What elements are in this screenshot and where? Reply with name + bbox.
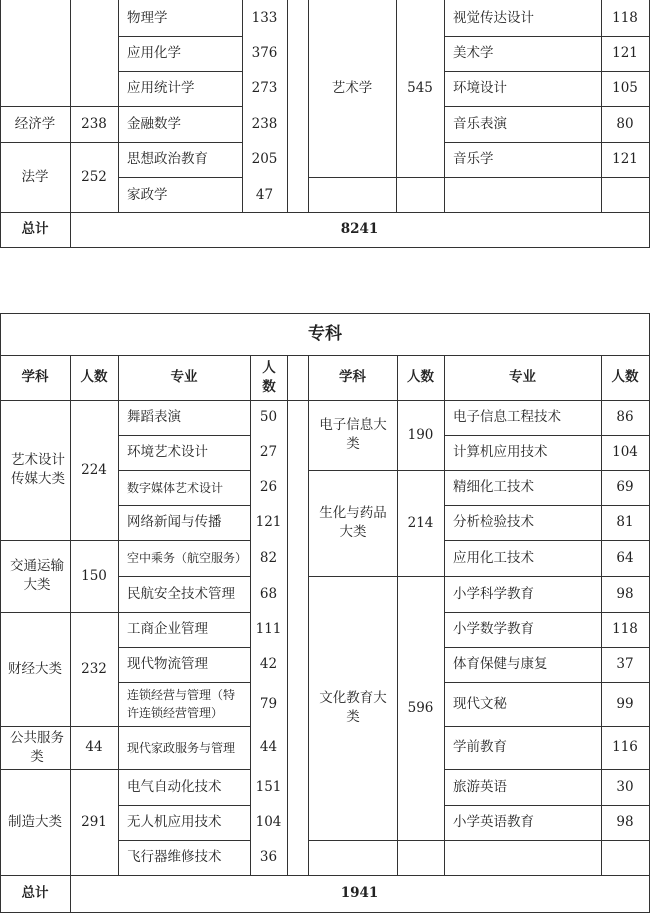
major-cell: 电子信息工程技术 [453,409,561,425]
major-count-cell: 30 [616,778,634,795]
major-cell: 工商企业管理 [127,621,208,637]
major-cell: 网络新闻与传播 [127,514,222,530]
total-label: 总计 [21,221,49,237]
major-count-cell: 238 [251,115,278,132]
header-major: 专业 [170,369,198,385]
subject-cell: 电子信息大类 [319,417,387,452]
major-count-cell: 121 [255,514,282,530]
major-count-cell: 376 [251,45,278,61]
major-cell: 现代物流管理 [127,656,208,672]
major-count-cell: 133 [251,9,278,26]
major-cell: 应用化工技术 [453,549,534,566]
subject-count-cell: 545 [407,80,433,96]
subject-cell: 经济学 [14,115,56,132]
major-count-cell: 50 [259,409,278,425]
subject-cell: 交通运输大类 [10,558,64,593]
subject-count-cell: 238 [81,115,107,132]
major-count-cell: 42 [259,656,278,672]
subject-cell: 财经大类 [8,660,62,677]
subject-count-cell: 596 [407,699,434,716]
major-cell: 体育保健与康复 [453,656,548,672]
major-count-cell: 36 [259,849,278,865]
major-cell: 学前教育 [453,739,507,755]
subject-cell: 制造大类 [8,813,62,830]
major-cell: 美术学 [453,45,494,61]
major-count-cell: 151 [255,778,282,795]
major-cell: 音乐学 [453,151,494,167]
major-count-cell: 44 [259,739,278,755]
major-cell: 现代文秘 [453,695,507,712]
subject-cell: 文化教育大类 [319,690,387,725]
header-count: 人数 [407,369,434,385]
major-cell: 空中乘务（航空服务） [127,551,248,565]
subject-count-cell: 232 [81,660,107,677]
major-count-cell: 64 [616,549,634,566]
major-cell: 思想政治教育 [127,151,208,167]
subject-count-cell: 224 [81,461,107,478]
header-major-count: 人数 [262,359,276,395]
major-count-cell: 26 [259,479,278,495]
major-count-cell: 121 [612,45,638,61]
total-label: 总计 [21,885,49,901]
subject-cell: 公共服务类 [10,729,64,765]
major-cell: 小学数学教育 [453,621,534,637]
subject-cell: 艺术学 [331,80,373,96]
major-cell: 旅游英语 [453,778,507,795]
major-cell: 现代家政服务与管理 [127,740,236,755]
major-count-cell: 116 [612,739,638,755]
major-count-cell: 37 [616,656,634,672]
header-count: 人数 [80,369,108,385]
major-count-cell: 118 [612,621,638,637]
subject-count-cell: 291 [81,813,107,830]
major-cell: 计算机应用技术 [453,444,548,460]
major-cell: 金融数学 [127,115,181,132]
header-major-count: 人数 [611,369,639,385]
major-count-cell: 99 [616,695,634,712]
subject-count-cell: 214 [407,514,434,531]
major-count-cell: 104 [255,814,282,830]
major-count-cell: 69 [616,479,634,495]
major-count-cell: 68 [259,585,278,602]
major-count-cell: 121 [612,151,638,167]
major-cell: 民航安全技术管理 [127,585,235,602]
major-cell: 应用统计学 [127,80,195,96]
subject-cell: 法学 [21,169,49,185]
major-count-cell: 98 [616,585,634,602]
major-count-cell: 80 [616,115,634,132]
major-cell: 应用化学 [127,45,181,61]
subject-count-cell: 190 [407,426,434,443]
subject-count-cell: 44 [85,739,103,755]
major-count-cell: 81 [616,514,634,530]
major-count-cell: 47 [255,186,274,203]
table-title: 专科 [308,323,342,344]
major-count-cell: 105 [612,80,638,96]
major-cell: 物理学 [127,9,168,26]
major-count-cell: 86 [616,409,634,425]
major-count-cell: 79 [259,695,278,712]
major-cell: 环境艺术设计 [127,444,208,460]
major-cell: 视觉传达设计 [453,9,534,26]
subject-count-cell: 150 [81,567,107,584]
major-count-cell: 205 [251,151,278,167]
major-cell: 分析检验技术 [453,514,534,530]
subject-cell: 生化与药品大类 [319,505,387,540]
major-cell: 舞蹈表演 [127,409,181,425]
subject-cell: 艺术设计传媒大类 [11,452,65,487]
major-count-cell: 98 [616,814,634,830]
major-count-cell: 82 [259,549,278,566]
major-cell: 音乐表演 [453,115,507,132]
major-count-cell: 27 [259,444,278,460]
major-cell: 连锁经营与管理（特许连锁经营管理） [127,688,236,720]
major-cell: 电气自动化技术 [127,778,222,795]
major-count-cell: 273 [251,80,278,96]
major-cell: 无人机应用技术 [127,814,222,830]
major-cell: 精细化工技术 [453,479,534,495]
major-cell: 家政学 [127,186,168,203]
subject-count-cell: 252 [81,169,107,185]
major-count-cell: 111 [255,621,282,637]
major-cell: 小学科学教育 [453,585,534,602]
header-subject: 学科 [21,369,49,385]
major-cell: 数字媒体艺术设计 [127,480,224,495]
header-major: 专业 [509,369,536,385]
major-cell: 飞行器维修技术 [127,849,222,865]
major-count-cell: 118 [612,9,638,26]
major-cell: 环境设计 [453,80,507,96]
total-value: 1941 [340,885,379,901]
major-count-cell: 104 [612,444,638,460]
major-cell: 小学英语教育 [453,814,534,830]
total-value: 8241 [340,221,379,237]
header-subject: 学科 [339,369,366,385]
